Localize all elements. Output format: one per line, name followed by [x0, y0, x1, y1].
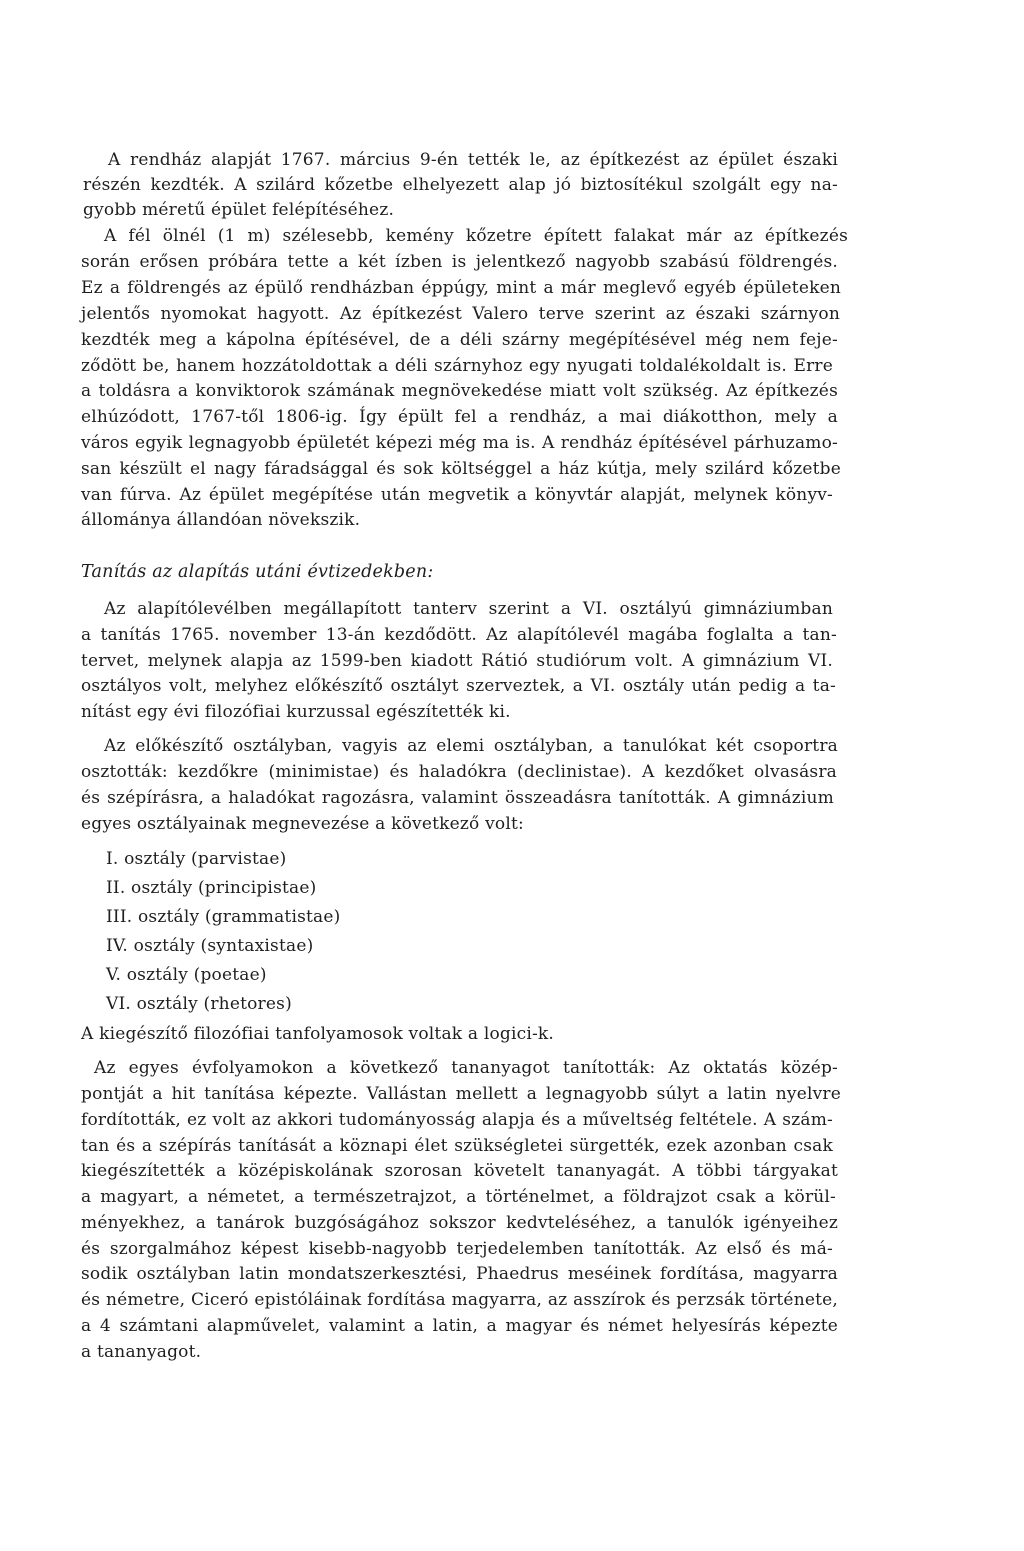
body-text-line: Ez a földrengés az épülő rendházban éppúgy, mint a már meglevő egyéb épületeken: [81, 278, 841, 298]
body-text-line: kezdték meg a kápolna építésével, de a déli szárny megépítésével még nem feje-: [81, 330, 838, 350]
class-list-item: VI. osztály (rhetores): [106, 994, 292, 1014]
body-text-line: osztályos volt, melyhez előkészítő osztályt szerveztek, a VI. osztály után pedig a ta-: [81, 676, 836, 696]
body-text-line: tan és a szépírás tanítását a köznapi élet szükségletei sürgették, ezek azonban csak: [81, 1136, 833, 1156]
body-text-line: osztották: kezdőkre (minimistae) és haladókra (declinistae). A kezdőket olvasásra: [81, 762, 837, 782]
body-text-line: és szépírásra, a haladókat ragozásra, valamint összeadásra tanították. A gimnázium: [81, 788, 834, 808]
body-text-line: fordították, ez volt az akkori tudományosság alapja és a műveltség feltétele. A szám-: [81, 1110, 833, 1130]
body-text-line: a tananyagot.: [81, 1342, 202, 1362]
body-text-line: nítást egy évi filozófiai kurzussal egészítették ki.: [81, 702, 511, 722]
body-text-line: sodik osztályban latin mondatszerkesztési, Phaedrus meséinek fordítása, magyarra: [81, 1264, 838, 1284]
class-list-item: IV. osztály (syntaxistae): [106, 936, 314, 956]
body-text-line: A rendház alapját 1767. március 9-én tették le, az építkezést az épület északi: [108, 150, 838, 170]
class-list-item: I. osztály (parvistae): [106, 849, 287, 869]
body-text-line: kiegészítették a középiskolának szorosan követelt tananyagát. A többi tárgyakat: [81, 1161, 838, 1181]
class-list-item: III. osztály (grammatistae): [106, 907, 341, 927]
body-text-line: Az előkészítő osztályban, vagyis az elemi osztályban, a tanulókat két csoportra: [104, 736, 838, 756]
body-text-line: és németre, Ciceró epistóláinak fordítása magyarra, az asszírok és perzsák története,: [81, 1290, 838, 1310]
body-text-line: állománya állandóan növekszik.: [81, 510, 361, 530]
class-list-item: V. osztály (poetae): [106, 965, 267, 985]
body-text-line: egyes osztályainak megnevezése a következő volt:: [81, 814, 524, 834]
body-text-line: ződött be, hanem hozzátoldottak a déli szárnyhoz egy nyugati toldalékoldalt is. Erre: [81, 356, 833, 376]
body-text-line: A fél ölnél (1 m) szélesebb, kemény kőzetre épített falakat már az építkezés: [104, 226, 848, 246]
body-text-line: a 4 számtani alapművelet, valamint a latin, a magyar és német helyesírás képezte: [81, 1316, 838, 1336]
body-text-line: tervet, melynek alapja az 1599-ben kiadott Rátió studiórum volt. A gimnázium VI.: [81, 651, 833, 671]
body-text-line: a magyart, a németet, a természetrajzot, a történelmet, a földrajzot csak a körül-: [81, 1187, 836, 1207]
body-text-line: elhúzódott, 1767-től 1806-ig. Így épült fel a rendház, a mai diákotthon, mely a: [81, 407, 838, 427]
body-text-line: ményekhez, a tanárok buzgóságához sokszor kedvteléséhez, a tanulók igényeihez: [81, 1213, 838, 1233]
body-text-line: város egyik legnagyobb épületét képezi még ma is. A rendház építésével párhuzamo-: [81, 433, 838, 453]
body-text-line: Az alapítólevélben megállapított tanterv szerint a VI. osztályú gimnáziumban: [104, 599, 833, 619]
section-heading: Tanítás az alapítás utáni évtizedekben:: [81, 562, 434, 582]
body-text-line: pontját a hit tanítása képezte. Vallástan mellett a legnagyobb súlyt a latin nyelvre: [81, 1084, 841, 1104]
body-text-line: san készült el nagy fáradsággal és sok költséggel a ház kútja, mely szilárd kőzetbe: [81, 459, 841, 479]
body-text-line: van fúrva. Az épület megépítése után megvetik a könyvtár alapját, melynek könyv-: [81, 485, 833, 505]
body-text-line: a tanítás 1765. november 13-án kezdődött. Az alapítólevél magába foglalta a tan-: [81, 625, 837, 645]
body-text-line: a toldásra a konviktorok számának megnövekedése miatt volt szükség. Az építkezés: [81, 381, 838, 401]
body-text-line: gyobb méretű épület felépítéséhez.: [83, 200, 395, 220]
body-text-line: Az egyes évfolyamokon a következő tananyagot tanították: Az oktatás közép-: [94, 1058, 838, 1078]
body-text-line: részén kezdték. A szilárd kőzetbe elhelyezett alap jó biztosítékul szolgált egy na-: [83, 175, 838, 195]
body-text-line: során erősen próbára tette a két ízben is jelentkező nagyobb szabású földrengés.: [81, 252, 838, 272]
body-text-line: jelentős nyomokat hagyott. Az építkezést Valero terve szerint az északi szárnyon: [81, 304, 840, 324]
body-text-line: és szorgalmához képest kisebb-nagyobb terjedelemben tanították. Az első és má-: [81, 1239, 833, 1259]
body-text-line: A kiegészítő filozófiai tanfolyamosok voltak a logici-k.: [81, 1024, 555, 1044]
class-list-item: II. osztály (principistae): [106, 878, 317, 898]
